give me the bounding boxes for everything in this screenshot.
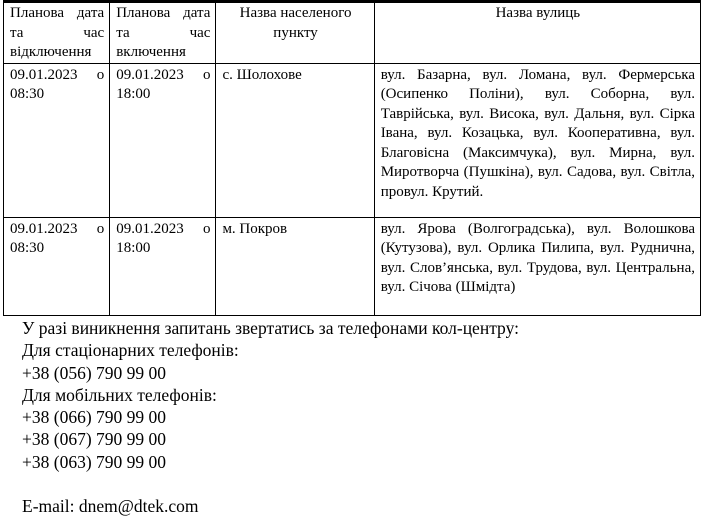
spacer (22, 473, 519, 495)
streets-cell: вул. Ярова (Волгоградська), вул. Волошкова (Кутузова), вул. Орлика Пилипа, вул. Руднична, вул. Слов’янська, вул. Трудова, вул. Центральна, вул. Січова (Шмідта) (374, 217, 700, 315)
locality-cell: с. Шолохове (216, 63, 374, 217)
table-header-row (4, 3, 701, 64)
header-on-time: Планова дата та час включення (110, 3, 216, 64)
streets-cell: вул. Базарна, вул. Ломана, вул. Фермерська (Осипенко Поліни), вул. Соборна, вул. Таврійська, вул. Висока, вул. Дальня, вул. Сірка Івана, вул. Козацька, вул. Кооперативна, вул. Благовісна (Максимчука), вул. Мирна, вул. Миротворча (Пушкіна), вул. Садова, вул. Світла, провул. Крутий. (374, 63, 700, 217)
contacts-intro: У разі виникнення запитань звертатись за телефонами кол-центру: (22, 318, 519, 338)
off-time-cell: 09.01.2023 о 08:30 (4, 63, 110, 217)
mobile-phone: +38 (063) 790 99 00 (22, 451, 167, 472)
contacts-block (22, 317, 519, 518)
mobile-phone: +38 (066) 790 99 00 (22, 407, 167, 428)
on-time-cell: 09.01.2023 о 18:00 (110, 217, 216, 315)
header-streets: Назва вулиць (374, 3, 700, 64)
email-line: E-mail: dnem@dtek.com (22, 496, 199, 517)
outage-schedule-table (3, 2, 701, 316)
landline-label: Для стаціонарних телефонів: (22, 340, 239, 361)
mobile-phone: +38 (067) 790 99 00 (22, 429, 167, 450)
header-locality: Назва населеного пункту (216, 3, 374, 64)
off-time-cell: 09.01.2023 о 08:30 (4, 217, 110, 315)
on-time-cell: 09.01.2023 о 18:00 (110, 63, 216, 217)
header-off-time: Планова дата та час відключення (4, 3, 110, 64)
table-row (4, 63, 701, 217)
table-row (4, 217, 701, 315)
locality-cell: м. Покров (216, 217, 374, 315)
mobile-label: Для мобільних телефонів: (22, 384, 217, 405)
landline-phone: +38 (056) 790 99 00 (22, 362, 167, 383)
